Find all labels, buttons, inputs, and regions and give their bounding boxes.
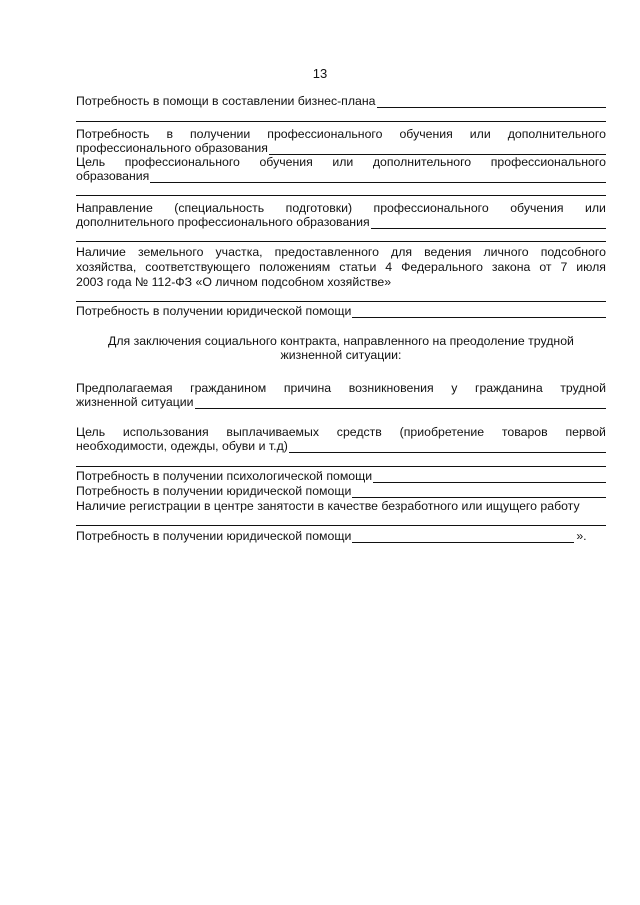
field-label: дополнительного профессионального образования	[76, 215, 370, 229]
blank-usage[interactable]	[289, 440, 606, 453]
word: дополнительного	[507, 127, 606, 141]
word: профессионального	[267, 127, 383, 141]
field-label: Потребность в помощи в составлении бизнес-плана	[76, 94, 376, 108]
blank-legal-help-1[interactable]	[352, 305, 606, 318]
word: выплачиваемых	[226, 425, 319, 439]
word: Предполагаемая	[76, 381, 173, 395]
word: дополнительного	[372, 155, 472, 169]
word: июля	[576, 260, 606, 274]
field-legal-help-1	[76, 304, 606, 318]
field-legal-help-2	[76, 484, 606, 498]
section-heading-cont: жизненной ситуации:	[280, 348, 402, 362]
word: или	[469, 127, 491, 141]
word: закона	[491, 260, 531, 274]
word: получении	[189, 127, 251, 141]
word: Наличие	[76, 245, 126, 259]
blank-line[interactable]	[76, 195, 606, 196]
word: земельного	[137, 245, 204, 259]
word: подготовки)	[285, 201, 353, 215]
field-training-goal-cont	[76, 169, 606, 183]
field-prof-training	[76, 127, 606, 141]
field-label: Потребность в получении юридической помощи	[76, 484, 352, 498]
word: трудной	[560, 381, 606, 395]
blank-direction[interactable]	[371, 216, 606, 229]
field-label: жизненной ситуации	[76, 395, 194, 409]
field-label: Потребность в получении юридической помощи	[76, 529, 352, 543]
word: (специальность	[174, 201, 265, 215]
word: или	[585, 201, 606, 215]
word: возникновения	[348, 381, 434, 395]
word: профессионального	[373, 201, 489, 215]
blank-business-plan[interactable]	[377, 95, 607, 108]
blank-training-goal[interactable]	[150, 170, 606, 183]
word: предоставленного	[274, 245, 379, 259]
field-employment-reg: Наличие регистрации в центре занятости в качестве безработного или ищущего работу	[76, 499, 580, 513]
blank-line[interactable]	[76, 525, 606, 526]
word: 7	[560, 260, 568, 274]
field-reason-cont	[76, 395, 606, 409]
blank-reason[interactable]	[195, 396, 607, 409]
word: Цель	[76, 425, 106, 439]
word: статьи	[339, 260, 377, 274]
word: положениям	[259, 260, 331, 274]
word: гражданина	[474, 381, 543, 395]
field-label: необходимости, одежды, обуви и т.д)	[76, 439, 288, 453]
blank-line[interactable]	[76, 301, 606, 302]
word: профессионального	[124, 155, 240, 169]
word: товаров	[501, 425, 548, 439]
blank-line[interactable]	[76, 121, 606, 122]
word: первой	[565, 425, 606, 439]
word: Цель	[76, 155, 106, 169]
word: обучения	[510, 201, 564, 215]
field-land-cont	[76, 260, 606, 274]
word: в	[166, 127, 173, 141]
field-label: профессионального образования	[76, 141, 268, 155]
word: от	[539, 260, 552, 274]
word: 4	[385, 260, 393, 274]
field-label: Потребность в получении психологической помощи	[76, 469, 373, 483]
field-legal-help-3	[76, 529, 606, 543]
word: средств	[336, 425, 382, 439]
word: или	[332, 155, 354, 169]
word: обучения	[259, 155, 313, 169]
field-land	[76, 245, 606, 259]
blank-line[interactable]	[76, 466, 606, 467]
field-label: образования	[76, 169, 150, 183]
field-psych-help	[76, 469, 606, 483]
blank-line[interactable]	[76, 241, 606, 242]
word: соответствующего	[145, 260, 251, 274]
word: хозяйства,	[76, 260, 137, 274]
word: у	[451, 381, 458, 395]
blank-legal-help-2[interactable]	[352, 485, 606, 498]
word: обучения	[399, 127, 453, 141]
word: участка,	[215, 245, 263, 259]
word: Потребность	[76, 127, 150, 141]
word: (приобретение	[399, 425, 485, 439]
word: гражданином	[190, 381, 267, 395]
field-label: Потребность в получении юридической помощи	[76, 304, 352, 318]
word: использования	[122, 425, 209, 439]
word: личного	[483, 245, 529, 259]
closing-mark: ».	[576, 529, 587, 543]
word: подсобного	[540, 245, 606, 259]
word: Федерального	[401, 260, 483, 274]
field-direction-cont	[76, 215, 606, 229]
field-usage	[76, 425, 606, 439]
blank-psych-help[interactable]	[373, 470, 606, 483]
field-reason	[76, 381, 606, 395]
blank-legal-help-3[interactable]	[352, 530, 574, 543]
page-number: 13	[312, 66, 328, 81]
word: профессионального	[490, 155, 606, 169]
section-heading: Для заключения социального контракта, направленного на преодоление трудной	[108, 334, 574, 348]
field-direction	[76, 201, 606, 215]
blank-prof-training[interactable]	[269, 142, 606, 155]
word: причина	[283, 381, 332, 395]
field-usage-cont	[76, 439, 606, 453]
word: для	[391, 245, 413, 259]
field-training-goal	[76, 155, 606, 169]
word: Направление	[76, 201, 153, 215]
field-business-plan	[76, 94, 606, 108]
field-land-law: 2003 года № 112-ФЗ «О личном подсобном хозяйстве»	[76, 275, 392, 289]
field-prof-training-cont	[76, 141, 606, 155]
word: ведения	[424, 245, 472, 259]
